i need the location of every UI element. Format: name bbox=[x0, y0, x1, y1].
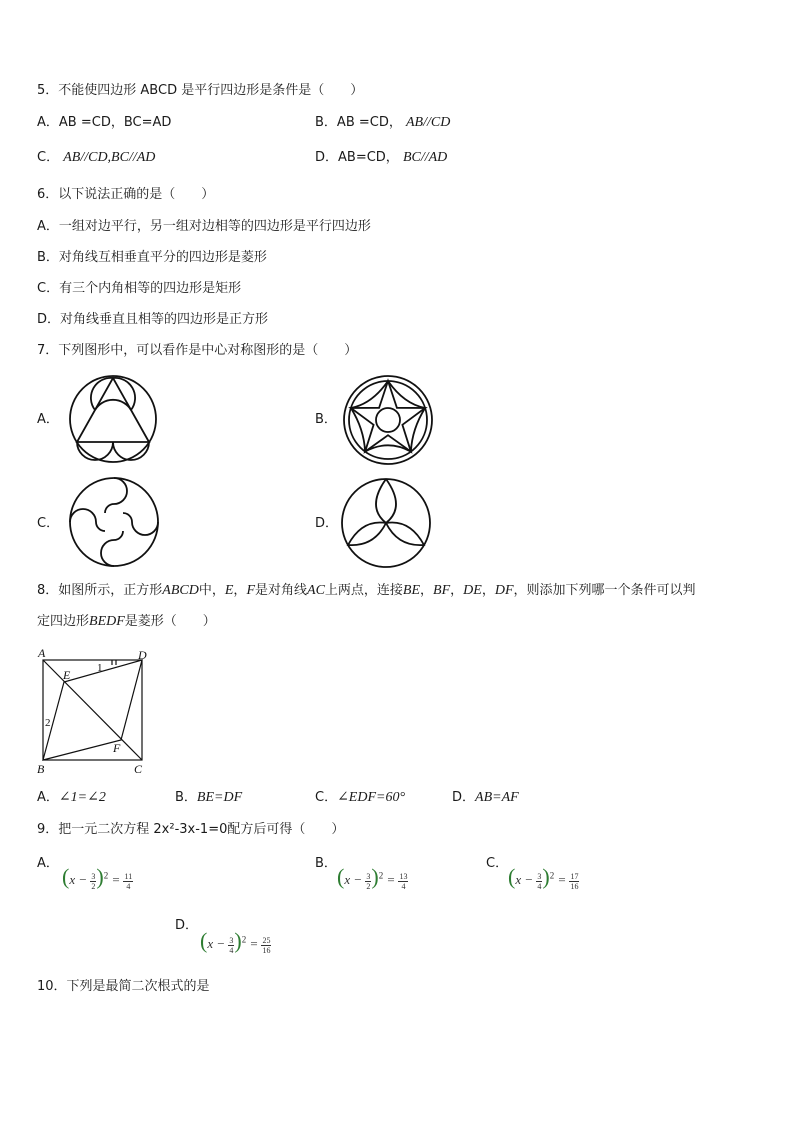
q6-stem: 6．以下说法正确的是（ ） bbox=[37, 187, 215, 202]
q9-option-c-label[interactable]: C． bbox=[486, 856, 509, 871]
q8-option-d[interactable]: D．AB=AF bbox=[452, 790, 519, 805]
q9-option-a-formula[interactable]: (x − $\frac{3}{2}$ )$^2$ = $\frac{11}{4}$ bbox=[62, 864, 133, 891]
q9-option-d-label[interactable]: D． bbox=[175, 918, 199, 933]
q5-option-a[interactable] bbox=[37, 115, 171, 131]
q9-option-b-label[interactable]: B． bbox=[315, 856, 337, 871]
q7-figure-c-swirl-circle[interactable] bbox=[67, 475, 161, 569]
option-label: B． bbox=[315, 115, 337, 130]
option-math: AB//CD bbox=[406, 115, 451, 130]
q9-option-a-label[interactable]: A． bbox=[37, 856, 59, 871]
q7-figure-b-star-circle[interactable] bbox=[342, 374, 434, 466]
vertex-c: C bbox=[134, 762, 143, 776]
q6-option-c[interactable]: C．有三个内角相等的四边形是矩形 bbox=[37, 281, 242, 296]
option-label: A． bbox=[37, 115, 59, 130]
point-e: E bbox=[63, 668, 71, 682]
q9-option-b-formula[interactable]: (x − $\frac{3}{2}$ )$^2$ = $\frac{13}{4}$ bbox=[337, 864, 408, 891]
q7-figure-a-triangle-circle[interactable] bbox=[66, 374, 162, 466]
q8-square-figure bbox=[34, 645, 154, 777]
angle-1-label: 1 bbox=[97, 662, 103, 674]
vertex-a: A bbox=[38, 646, 46, 660]
option-text: AB =CD， bbox=[336, 115, 402, 130]
q8-stem-line1: 8．如图所示，正方形ABCD中，E，F是对角线AC上两点，连接BE，BF，DE，DF，则添加下列哪一个条件可以判 bbox=[37, 583, 696, 598]
option-math: AB//CD,BC//AD bbox=[63, 150, 156, 165]
q8-option-a[interactable]: A．∠1=∠2 bbox=[37, 790, 106, 805]
q7-option-b-label[interactable]: B． bbox=[315, 412, 337, 427]
q5-option-c[interactable] bbox=[37, 150, 155, 166]
q5-option-d[interactable] bbox=[315, 150, 447, 166]
angle-2-label: 2 bbox=[45, 717, 51, 729]
q8-stem-line2: 定四边形BEDF是菱形（ ） bbox=[37, 614, 216, 629]
option-text: AB=CD， bbox=[338, 150, 399, 165]
q5-stem: 5．不能使四边形 ABCD 是平行四边形是条件是（ ） bbox=[37, 83, 364, 98]
option-label: D． bbox=[315, 150, 339, 165]
q7-option-d-label[interactable]: D． bbox=[315, 516, 339, 531]
option-math: BC//AD bbox=[402, 150, 448, 165]
q10-stem: 10．下列是最简二次根式的是 bbox=[37, 979, 210, 994]
q7-option-c-label[interactable]: C． bbox=[37, 516, 60, 531]
q7-stem: 7．下列图形中，可以看作是中心对称图形的是（ ） bbox=[37, 343, 358, 358]
q8-option-b[interactable]: B．BE=DF bbox=[175, 790, 243, 805]
option-text: AB =CD，BC=AD bbox=[58, 115, 172, 130]
vertex-b: B bbox=[37, 762, 45, 776]
q8-option-c[interactable]: C．∠EDF=60° bbox=[315, 790, 406, 805]
q9-option-c-formula[interactable]: (x − $\frac{3}{4}$ )$^2$ = $\frac{17}{16}$ bbox=[508, 864, 579, 891]
point-f: F bbox=[113, 741, 121, 755]
vertex-d: D bbox=[138, 648, 147, 662]
q6-option-d[interactable]: D．对角线垂直且相等的四边形是正方形 bbox=[37, 312, 269, 327]
q9-option-d-formula[interactable]: (x − $\frac{3}{4}$ )$^2$ = $\frac{25}{16}$ bbox=[200, 928, 271, 955]
option-label: C． bbox=[37, 150, 60, 165]
q6-option-b[interactable]: B．对角线互相垂直平分的四边形是菱形 bbox=[37, 250, 267, 265]
q7-figure-d-petal-circle[interactable] bbox=[340, 477, 432, 569]
q7-option-a-label[interactable]: A． bbox=[37, 412, 59, 427]
q6-option-a[interactable]: A．一组对边平行，另一组对边相等的四边形是平行四边形 bbox=[37, 219, 371, 234]
q9-stem: 9．把一元二次方程 2x²-3x-1=0配方后可得（ ） bbox=[37, 822, 345, 837]
q5-option-b[interactable] bbox=[315, 115, 450, 131]
